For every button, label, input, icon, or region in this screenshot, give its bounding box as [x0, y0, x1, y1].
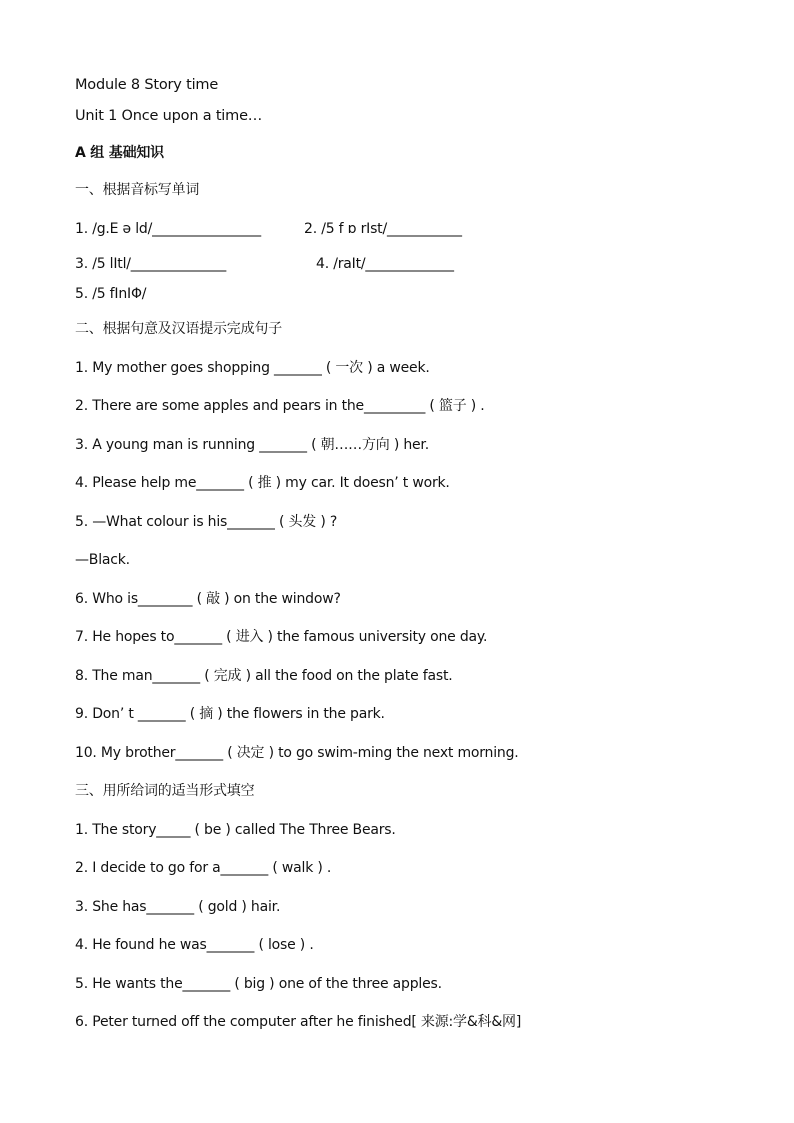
section3-item: 5. He wants the_______ ( big ) one of the three apples.: [75, 976, 442, 992]
section2-item: 6. Who is________ ( 敲 ) on the window?: [75, 591, 341, 607]
unit-title: Unit 1 Once upon a time…: [75, 108, 263, 124]
section2-item: 1. My mother goes shopping _______ ( 一次 ) a week.: [75, 360, 430, 376]
section2-item: 2. There are some apples and pears in the_________ ( 篮子 ) .: [75, 398, 485, 414]
section2-item: 8. The man_______ ( 完成 ) all the food on the plate fast.: [75, 668, 453, 684]
section2-item: 10. My brother_______ ( 决定 ) to go swim-ming the next morning.: [75, 745, 519, 761]
section3-item: 4. He found he was_______ ( lose ) .: [75, 937, 314, 953]
section3-item: 6. Peter turned off the computer after he finished[ 来源:学&科&网]: [75, 1014, 522, 1030]
section2-item: 3. A young man is running _______ ( 朝……方向 ) her.: [75, 437, 429, 453]
section2-item: 7. He hopes to_______ ( 进入 ) the famous university one day.: [75, 629, 488, 645]
section2-heading: 二、根据句意及汉语提示完成句子: [75, 321, 282, 337]
section1-item: 3. /5 lItl/______________: [75, 256, 226, 272]
section1-item: 2. /5 f ɒ rIst/___________: [304, 221, 462, 237]
section2-item: 9. Don’ t _______ ( 摘 ) the flowers in the park.: [75, 706, 385, 722]
section3-item: 1. The story_____ ( be ) called The Three Bears.: [75, 822, 396, 838]
section2-item: 5. —What colour is his_______ ( 头发 ) ?: [75, 514, 338, 530]
section2-item: —Black.: [75, 552, 130, 568]
section2-item: 4. Please help me_______ ( 推 ) my car. It doesn’ t work.: [75, 475, 450, 491]
section3-item: 3. She has_______ ( gold ) hair.: [75, 899, 281, 915]
section1-item: 4. /raIt/_____________: [316, 256, 454, 272]
group-title: A 组 基础知识: [75, 145, 164, 161]
section3-item: 2. I decide to go for a_______ ( walk ) .: [75, 860, 332, 876]
section3-heading: 三、用所给词的适当形式填空: [75, 783, 255, 799]
section1-item: 1. /g.E ə ld/________________: [75, 221, 261, 237]
section1-item: 5. /5 fInIΦ/: [75, 286, 147, 302]
section1-heading: 一、根据音标写单词: [75, 182, 200, 198]
module-title: Module 8 Story time: [75, 77, 219, 93]
